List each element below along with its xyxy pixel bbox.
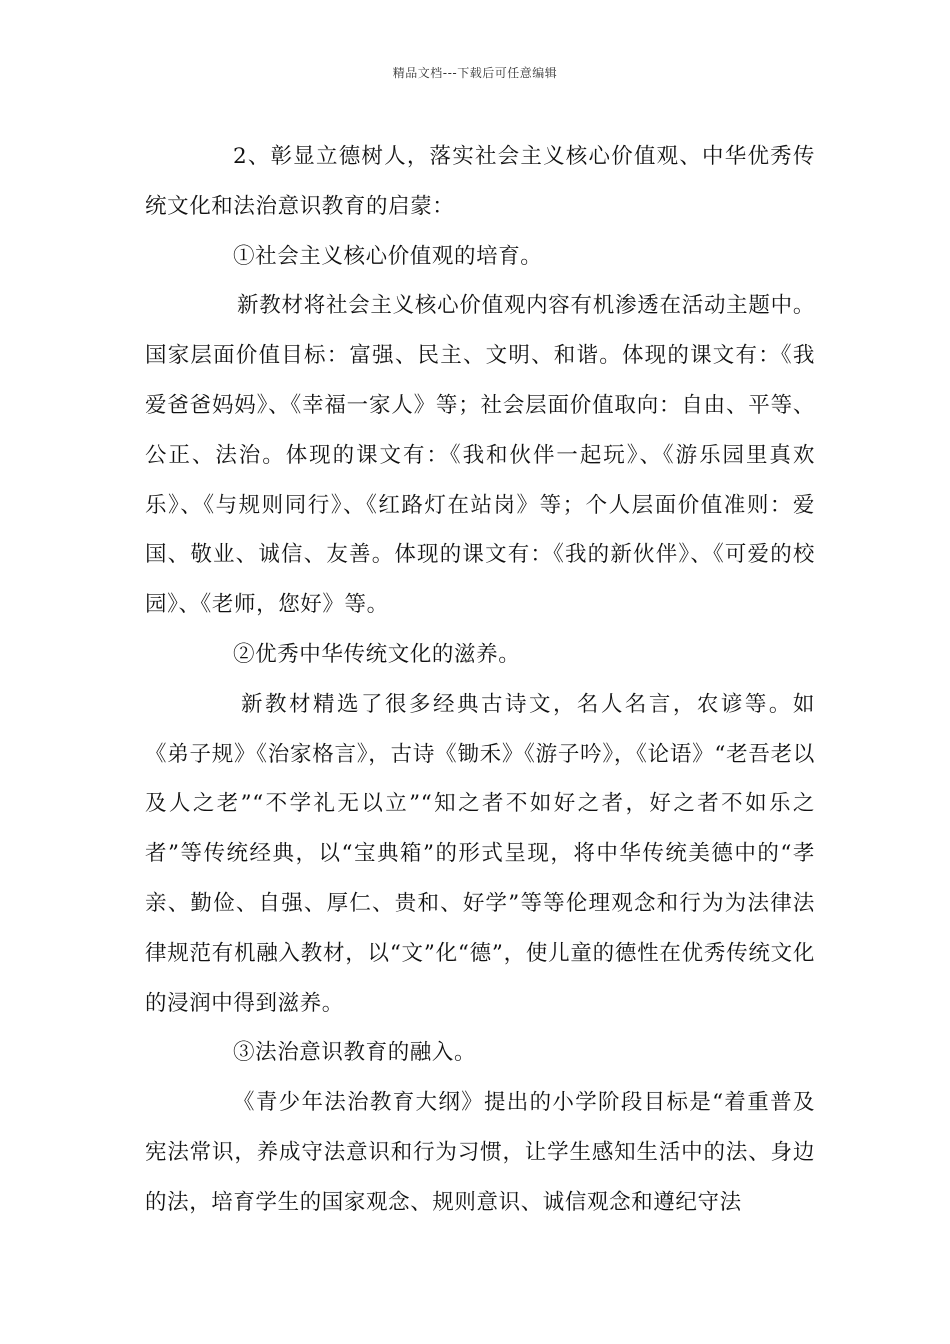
page-header: 精品文档---下载后可任意编辑 [392, 66, 558, 80]
paragraph-section-intro: 2、彰显立德树人，落实社会主义核心价值观、中华优秀传统文化和法治意识教育的启蒙： [145, 144, 815, 219]
document-body [145, 132, 815, 1228]
paragraph-subheading-legal-education: ③法治意识教育的融入。 [233, 1040, 477, 1066]
paragraph-core-values: 新教材将社会主义核心价值观内容有机渗透在活动主题中。国家层面价值目标：富强、民主、文明、和谐。体现的课文有：《我爱爸爸妈妈》、《幸福一家人》等；社会层面价值取向：自由、平等、公正、法治。体现的课文有：《我和伙伴一起玩》、《游乐园里真欢乐》、《与规则同行》、《红路灯在站岗》等；个人层面价值准则：爱国、敬业、诚信、友善。体现的课文有：《我的新伙伴》、《可爱的校园》、《老师，您好》等。 [145, 293, 815, 618]
paragraph-legal-education: 《青少年法治教育大纲》提出的小学阶段目标是“着重普及宪法常识，养成守法意识和行为习惯，让学生感知生活中的法、身边的法，培育学生的国家观念、规则意识、诚信观念和遵纪守法 [145, 1090, 815, 1215]
paragraph-subheading-core-values: ①社会主义核心价值观的培育。 [233, 243, 543, 269]
paragraph-subheading-traditional-culture: ②优秀中华传统文化的滋养。 [233, 641, 521, 667]
paragraph-traditional-culture: 新教材精选了很多经典古诗文，名人名言，农谚等。如《弟子规》《治家格言》，古诗《锄禾》《游子吟》，《论语》“老吾老以及人之老”“不学礼无以立”“知之者不如好之者，好之者不如乐之者”等传统经典，以“宝典箱”的形式呈现，将中华传统美德中的“孝亲、勤俭、自强、厚仁、贵和、好学”等等伦理观念和行为为法律法律规范有机融入教材，以“文”化“德”，使儿童的德性在优秀传统文化的浸润中得到滋养。 [145, 691, 815, 1016]
